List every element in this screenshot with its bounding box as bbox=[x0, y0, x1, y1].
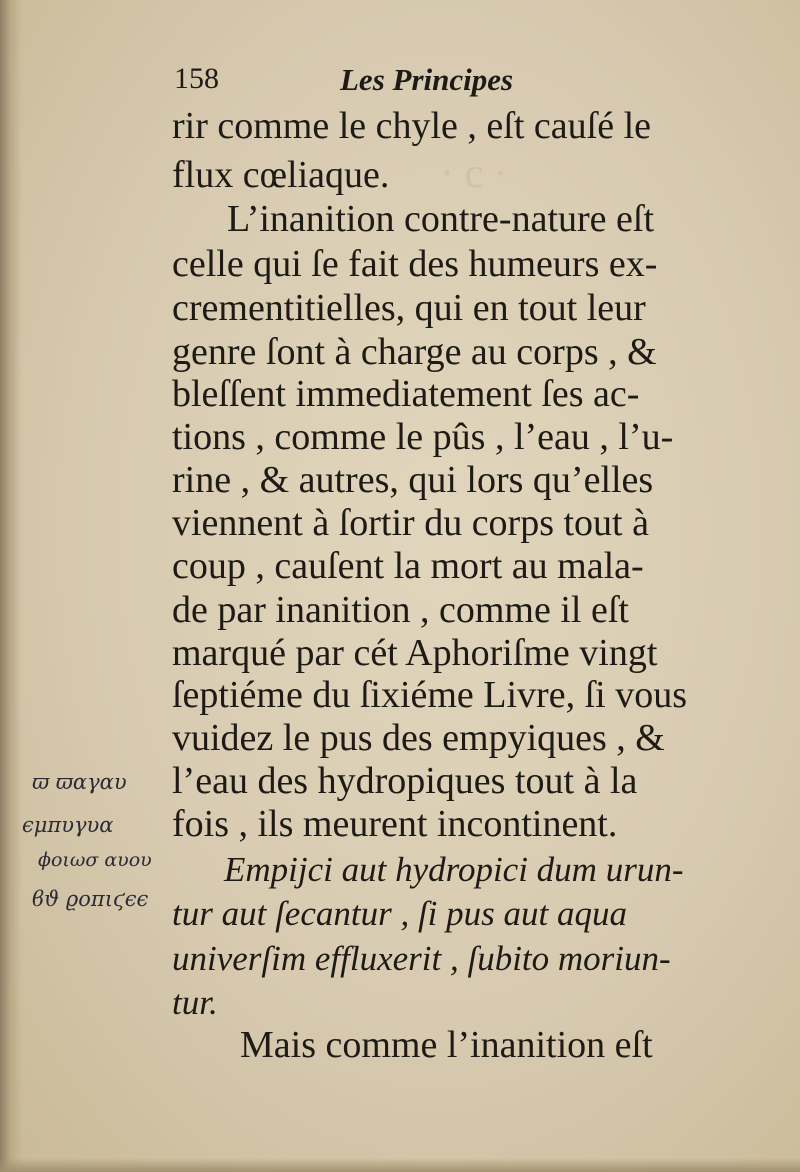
latin-aphorism-line: univerſim effluxerit , ſubito moriun- bbox=[172, 939, 671, 978]
body-line: viennent à ſortir du corps tout à bbox=[172, 502, 649, 544]
handwritten-margin-note: ϵμπυγυα bbox=[22, 813, 114, 837]
latin-aphorism-line: tur. bbox=[172, 983, 218, 1022]
body-line: de par inanition , comme il eſt bbox=[172, 589, 629, 631]
body-line: crementitielles, qui en tout leur bbox=[172, 287, 646, 329]
closing-line: Mais comme l’inanition eſt bbox=[240, 1024, 653, 1066]
body-line: rir comme le chyle , eſt cauſé le bbox=[172, 105, 651, 147]
page-number: 158 bbox=[174, 62, 219, 95]
body-line: flux cœliaque. bbox=[172, 154, 390, 196]
body-line: marqué par cét Aphoriſme vingt bbox=[172, 632, 658, 674]
body-line: ſeptiéme du ſixiéme Livre, ſi vous bbox=[172, 674, 687, 716]
body-line: coup , cauſent la mort au mala- bbox=[172, 545, 644, 587]
body-line: l’eau des hydropiques tout à la bbox=[172, 760, 638, 802]
body-line: L’inanition contre-nature eſt bbox=[227, 198, 654, 240]
running-title: Les Principes bbox=[340, 62, 514, 97]
body-line: celle qui ſe fait des humeurs ex- bbox=[172, 243, 658, 285]
body-line: tions , comme le pûs , l’eau , l’u- bbox=[172, 416, 674, 458]
body-line: rine , & autres, qui lors qu’elles bbox=[172, 459, 654, 501]
bleed-through-text: · c · bbox=[440, 151, 508, 197]
body-line: vuidez le pus des empyiques , & bbox=[172, 717, 665, 759]
latin-aphorism-line: Empijci aut hydropici dum urun- bbox=[224, 850, 684, 889]
handwritten-margin-note: ϖ ϖαγαυ bbox=[32, 770, 127, 794]
body-line: fois , ils meurent incontinent. bbox=[172, 803, 618, 845]
body-line: genre ſont à charge au corps , & bbox=[172, 331, 657, 373]
handwritten-margin-note: ϕοιωσ αυου bbox=[38, 849, 152, 871]
latin-aphorism-line: tur aut ſecantur , ſi pus aut aqua bbox=[172, 894, 627, 933]
handwritten-margin-note: ϐϑ ϱοπιϛϵϵ bbox=[32, 887, 149, 911]
body-line: bleſſent immediatement ſes ac- bbox=[172, 373, 640, 415]
